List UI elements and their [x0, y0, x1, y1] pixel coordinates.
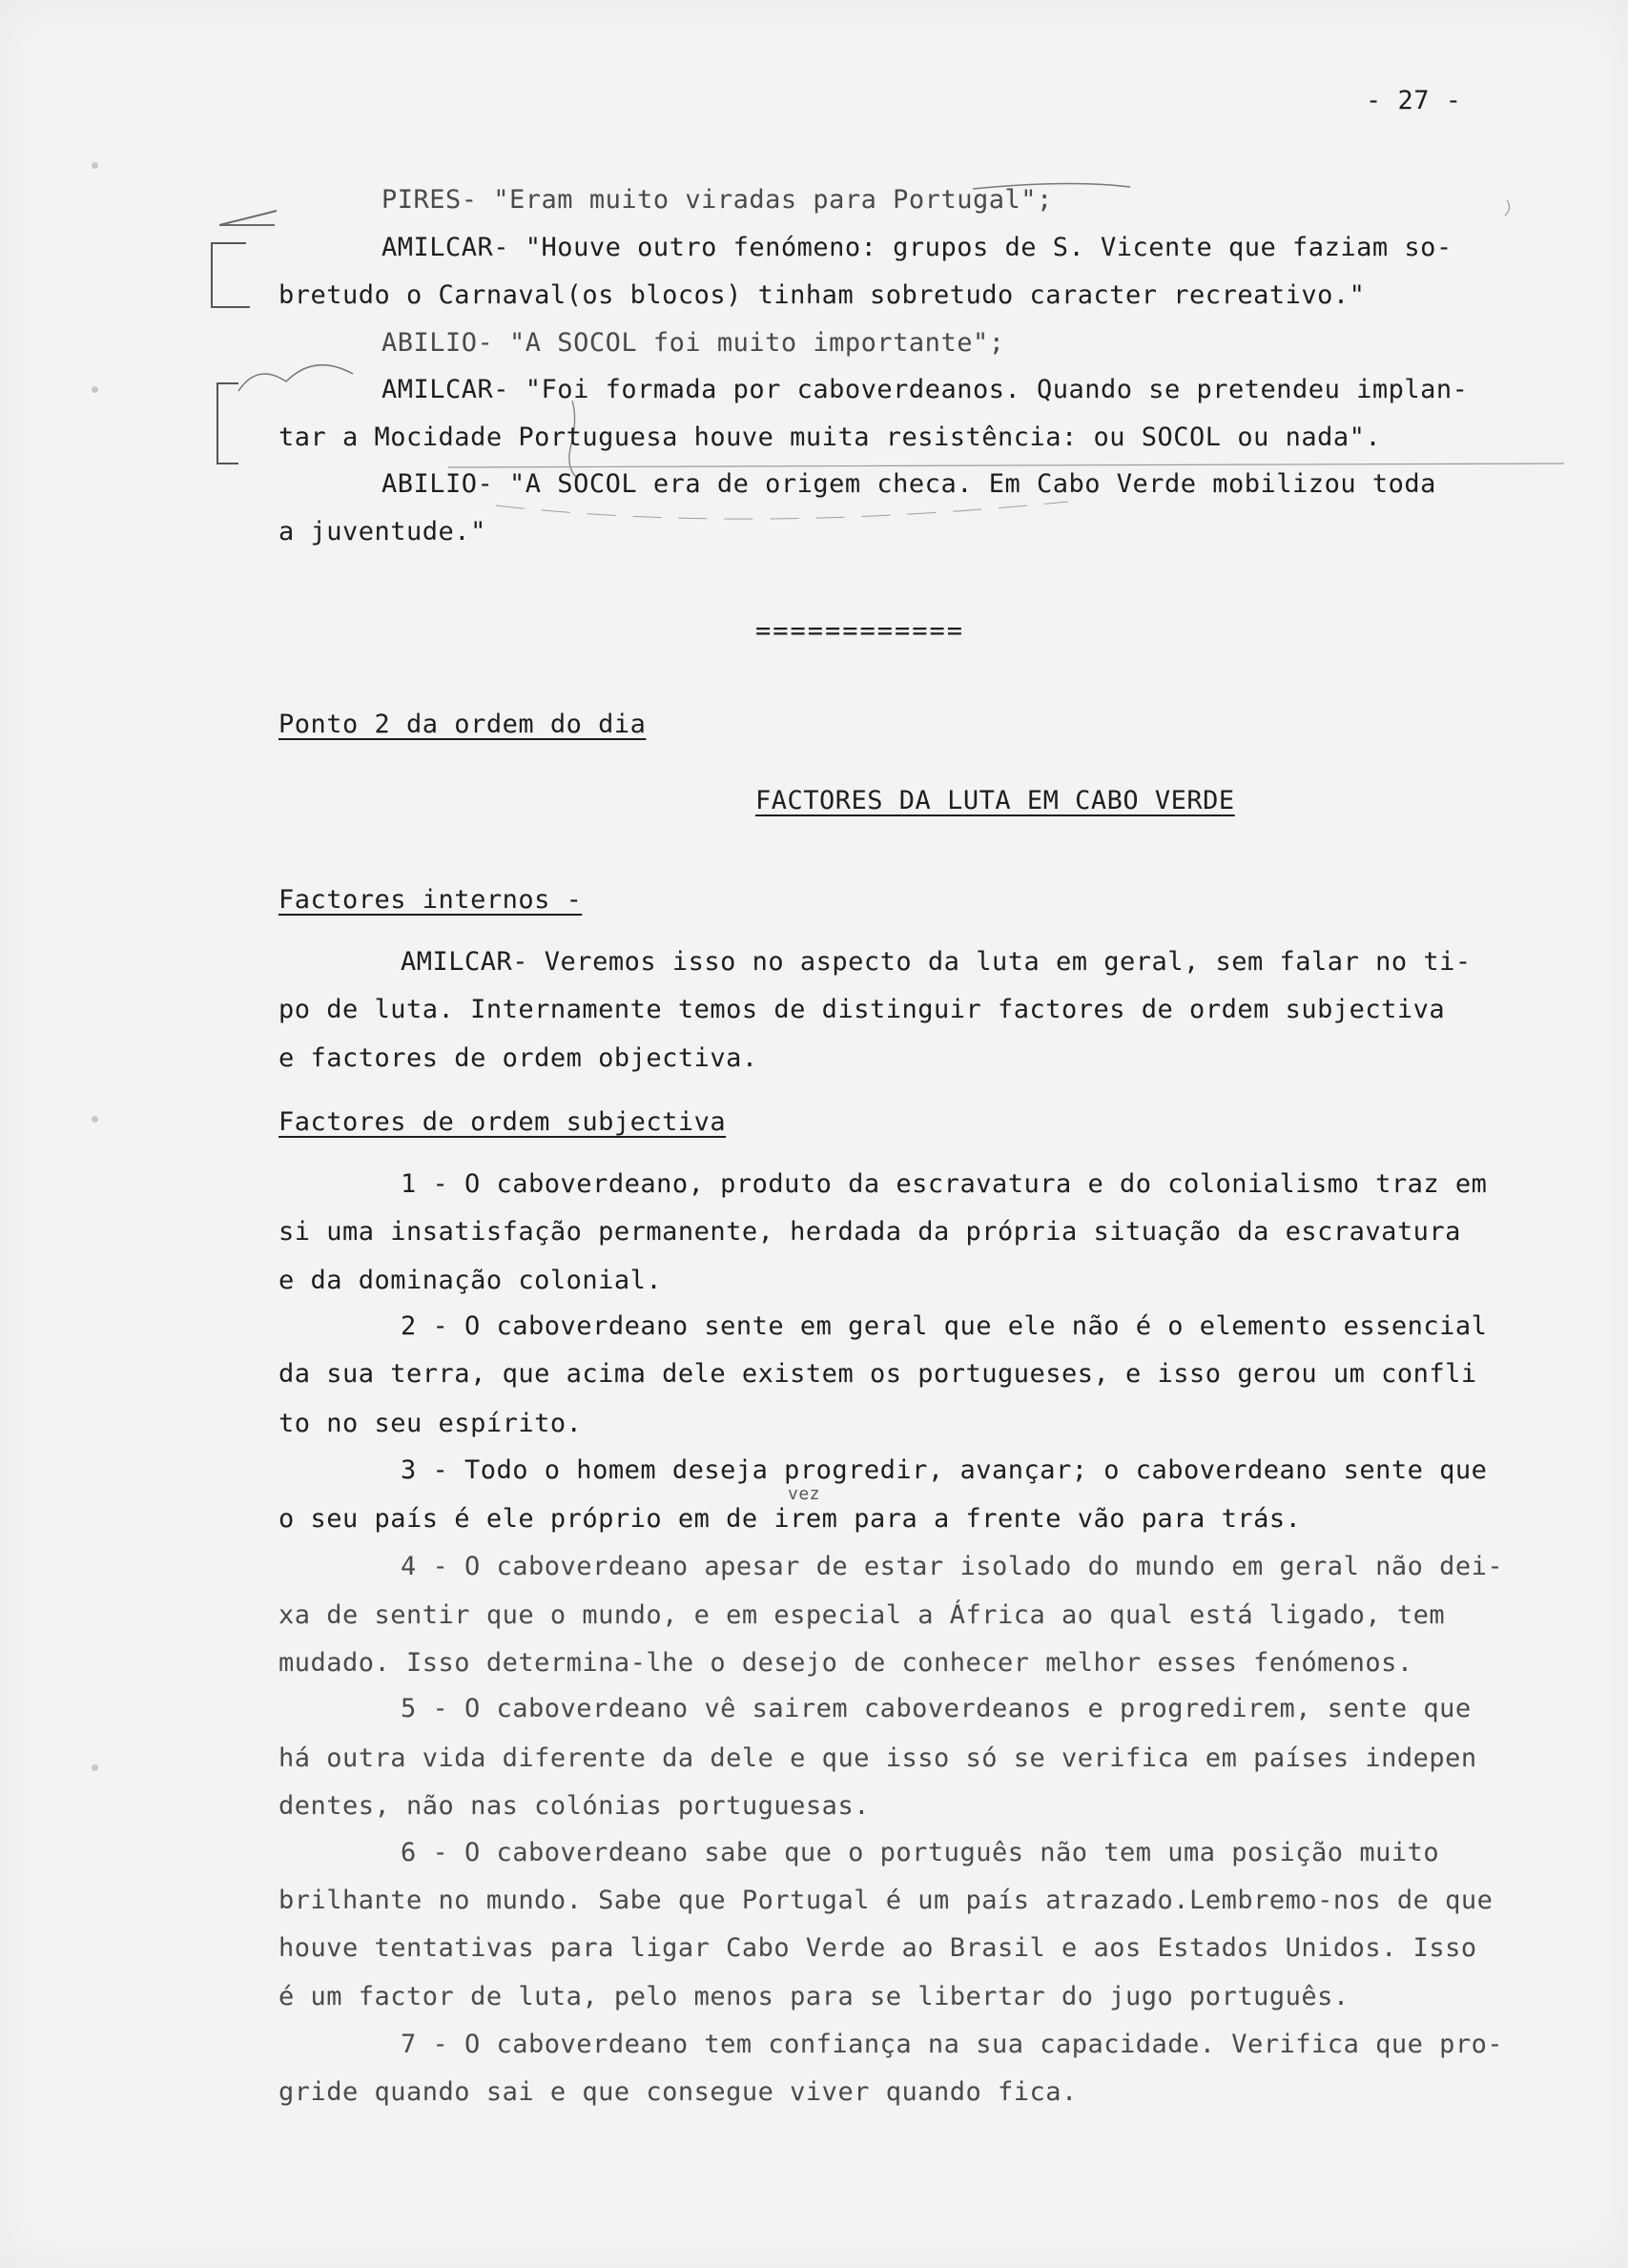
dialogue-line: a juventude." — [278, 517, 486, 546]
dialogue-line: AMILCAR- "Foi formada por caboverdeanos. Quando se pretendeu implan- — [381, 375, 1469, 404]
point-line: há outra vida diferente da dele e que isso só se verifica em países indepen — [278, 1743, 1477, 1773]
section-title: FACTORES DA LUTA EM CABO VERDE — [755, 786, 1235, 815]
page-number: - 27 - — [1366, 86, 1462, 115]
point-line: 5 - O caboverdeano vê sairem caboverdeanos e progredirem, sente que — [401, 1694, 1472, 1723]
point-line: gride quando sai e que consegue viver quando fica. — [278, 2077, 1078, 2107]
point-line: é um factor de luta, pelo menos para se libertar do jugo português. — [278, 1982, 1350, 2011]
point-line: 1 - O caboverdeano, produto da escravatura e do colonialismo traz em — [401, 1169, 1488, 1199]
subheading-subjective: Factores de ordem subjectiva — [278, 1107, 727, 1137]
point-line: 4 - O caboverdeano apesar de estar isolado do mundo em geral não dei- — [401, 1552, 1504, 1581]
point-line: 2 - O caboverdeano sente em geral que ele não é o elemento essencial — [401, 1311, 1488, 1341]
point-line: houve tentativas para ligar Cabo Verde ao Brasil e aos Estados Unidos. Isso — [278, 1933, 1477, 1963]
point-line: 7 - O caboverdeano tem confiança na sua capacidade. Verifica que pro- — [401, 2030, 1504, 2059]
point-line: o seu país é ele próprio em de irem para a frente vão para trás. — [278, 1504, 1302, 1534]
dialogue-line: tar a Mocidade Portuguesa houve muita resistência: ou SOCOL ou nada". — [278, 423, 1382, 452]
dialogue-line: bretudo o Carnaval(os blocos) tinham sobretudo caracter recreativo." — [278, 280, 1366, 310]
point-line: 6 - O caboverdeano sabe que o português não tem uma posição muito — [401, 1838, 1440, 1867]
handwritten-insert: vez — [788, 1484, 821, 1504]
intro-line: AMILCAR- Veremos isso no aspecto da luta em geral, sem falar no ti- — [401, 947, 1472, 977]
subheading-internal — [278, 885, 582, 915]
dialogue-line: ABILIO- "A SOCOL era de origem checa. Em Cabo Verde mobilizou toda — [381, 469, 1436, 499]
point-line: mudado. Isso determina-lhe o desejo de conhecer melhor esses fenómenos. — [278, 1648, 1413, 1678]
intro-line: e factores de ordem objectiva. — [278, 1043, 758, 1073]
point-line: brilhante no mundo. Sabe que Portugal é um país atrazado.Lembremo-nos de que — [278, 1886, 1494, 1915]
dialogue-line: AMILCAR- "Houve outro fenómeno: grupos de S. Vicente que faziam so- — [381, 233, 1453, 262]
dialogue-line: PIRES- "Eram muito viradas para Portugal"; — [381, 185, 1053, 215]
point-line: si uma insatisfação permanente, herdada da própria situação da escravatura — [278, 1217, 1461, 1247]
dialogue-line: ABILIO- "A SOCOL foi muito importante"; — [381, 328, 1005, 358]
point-line: to no seu espírito. — [278, 1409, 583, 1438]
agenda-item-heading: Ponto 2 da ordem do dia — [278, 710, 647, 739]
point-line: dentes, não nas colónias portuguesas. — [278, 1791, 870, 1821]
point-line: da sua terra, que acima dele existem os portugueses, e isso gerou um confli — [278, 1359, 1477, 1389]
point-line: 3 - Todo o homem deseja progredir, avançar; o caboverdeano sente que — [401, 1455, 1488, 1485]
point-line: e da dominação colonial. — [278, 1266, 663, 1295]
subheading-internal-text: Factores internos - — [278, 885, 583, 915]
point-line: xa de sentir que o mundo, e em especial a África ao qual está ligado, tem — [278, 1600, 1446, 1630]
intro-line: po de luta. Internamente temos de distinguir factores de ordem subjectiva — [278, 995, 1446, 1024]
section-separator: ============ — [755, 616, 965, 646]
